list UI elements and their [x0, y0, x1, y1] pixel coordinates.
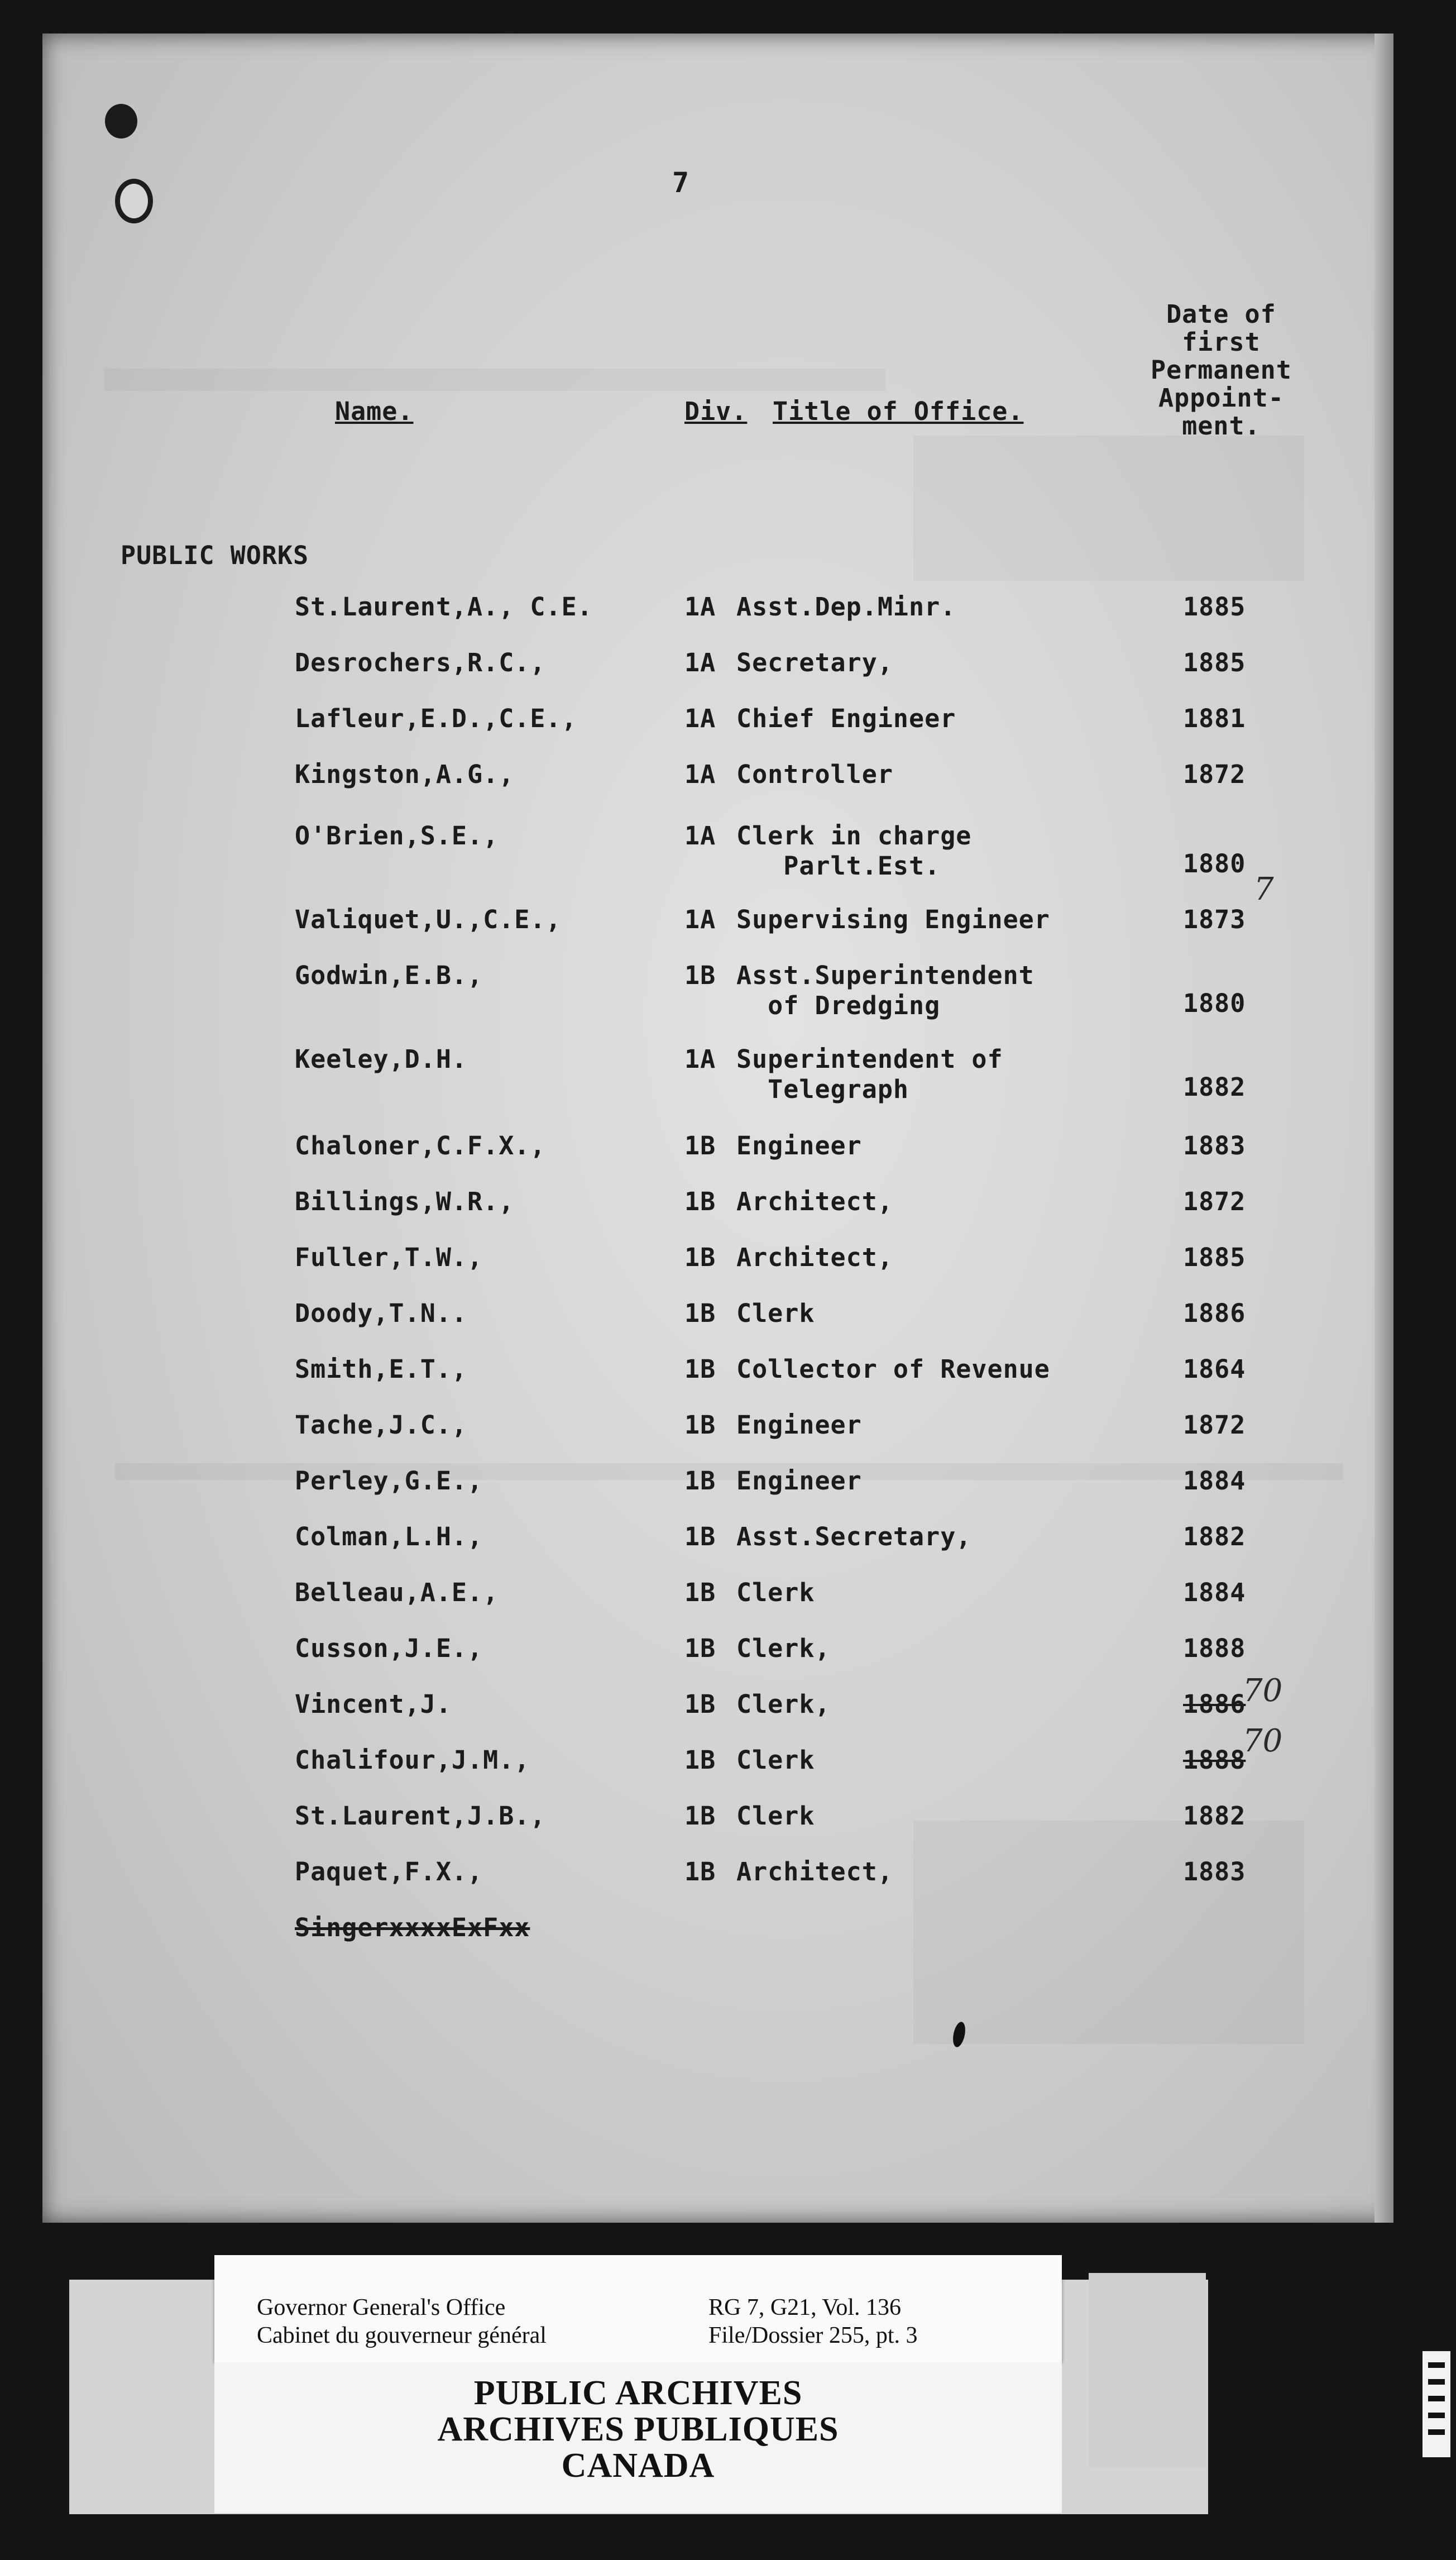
row-name: Keeley,D.H. [295, 1044, 468, 1074]
row-title: Engineer [736, 1131, 862, 1160]
label-reference: RG 7, G21, Vol. 136 [708, 2295, 902, 2320]
row-name: Fuller,T.W., [295, 1243, 483, 1272]
row-div: 1B [684, 1354, 716, 1384]
row-title: Clerk in charge Parlt.Est. [736, 821, 972, 881]
row-title: Clerk [736, 1745, 815, 1775]
row-year: 1886 [1183, 1298, 1246, 1328]
header-title: Title of Office. [773, 397, 1024, 426]
row-name: Valiquet,U.,C.E., [295, 905, 562, 934]
row-title: Chief Engineer [736, 704, 956, 733]
row-name: Desrochers,R.C., [295, 648, 546, 677]
row-div: 1B [684, 1689, 716, 1719]
handwritten-note: 70 [1243, 1673, 1283, 1709]
label-office-en: Governor General's Office [257, 2295, 506, 2320]
bleed-through-block [913, 1821, 1304, 2044]
row-year: 1883 [1183, 1857, 1246, 1886]
row-title: Engineer [736, 1466, 862, 1496]
row-title: Asst.Dep.Minr. [736, 592, 956, 622]
row-div: 1A [684, 592, 716, 622]
section-heading: PUBLIC WORKS [121, 541, 309, 570]
row-year: 1872 [1183, 1187, 1246, 1216]
row-div: 1B [684, 1466, 716, 1496]
page-edge [1374, 34, 1393, 2223]
row-title: Clerk, [736, 1689, 831, 1719]
row-year: 1873 [1183, 905, 1246, 934]
row-year: 1880 [1183, 849, 1246, 878]
handwritten-note: 70 [1243, 1723, 1283, 1759]
row-name: Godwin,E.B., [295, 961, 483, 990]
row-title: Clerk, [736, 1634, 831, 1663]
struck-entry: SingerxxxxExFxx [295, 1913, 530, 1942]
row-name: Paquet,F.X., [295, 1857, 483, 1886]
row-name: Chalifour,J.M., [295, 1745, 530, 1775]
row-year: 1885 [1183, 1243, 1246, 1272]
row-title: Architect, [736, 1857, 893, 1886]
row-div: 1B [684, 1243, 716, 1272]
row-name: Chaloner,C.F.X., [295, 1131, 546, 1160]
row-title: Supervising Engineer [736, 905, 1050, 934]
row-div: 1B [684, 1745, 716, 1775]
page-number: 7 [672, 166, 690, 199]
row-name: St.Laurent,J.B., [295, 1801, 546, 1831]
row-div: 1A [684, 821, 716, 851]
row-title: Collector of Revenue [736, 1354, 1050, 1384]
header-div: Div. [684, 397, 748, 426]
row-name: Vincent,J. [295, 1689, 452, 1719]
handwritten-note: 7 [1254, 871, 1274, 908]
row-title: Engineer [736, 1410, 862, 1440]
row-year: 1872 [1183, 1410, 1246, 1440]
row-name: Perley,G.E., [295, 1466, 483, 1496]
row-div: 1B [684, 1131, 716, 1160]
punch-hole-filled-icon [105, 104, 137, 138]
label-file: File/Dossier 255, pt. 3 [708, 2323, 918, 2348]
row-div: 1B [684, 1801, 716, 1831]
row-div: 1A [684, 760, 716, 789]
row-div: 1B [684, 1857, 716, 1886]
row-name: Belleau,A.E., [295, 1578, 499, 1607]
punch-hole-ring-icon [115, 179, 153, 223]
archive-slip-side [1089, 2273, 1206, 2468]
row-div: 1A [684, 905, 716, 934]
row-div: 1A [684, 648, 716, 677]
row-year: 1882 [1183, 1522, 1246, 1551]
row-title: Secretary, [736, 648, 893, 677]
stamp-line: ARCHIVES PUBLIQUES [437, 2410, 839, 2448]
bleed-through-block [104, 369, 885, 391]
row-title: Asst.Secretary, [736, 1522, 972, 1551]
row-div: 1B [684, 1522, 716, 1551]
row-title: Clerk [736, 1298, 815, 1328]
row-name: Smith,E.T., [295, 1354, 468, 1384]
stamp-line: PUBLIC ARCHIVES [473, 2374, 803, 2412]
row-year: 1884 [1183, 1466, 1246, 1496]
row-year: 1888 [1183, 1634, 1246, 1663]
row-name: Cusson,J.E., [295, 1634, 483, 1663]
row-year: 1883 [1183, 1131, 1246, 1160]
row-year: 1885 [1183, 592, 1246, 622]
color-calibration-mark [1423, 2351, 1450, 2457]
row-year: 1880 [1183, 988, 1246, 1018]
row-title: Architect, [736, 1243, 893, 1272]
header-date: Date of first Permanent Appoint- ment. [1151, 299, 1292, 441]
row-div: 1B [684, 961, 716, 990]
row-title: Clerk [736, 1578, 815, 1607]
row-year: 1885 [1183, 648, 1246, 677]
header-name: Name. [335, 397, 414, 426]
row-year: 1882 [1183, 1072, 1246, 1102]
row-title: Controller [736, 760, 893, 789]
row-name: O'Brien,S.E., [295, 821, 499, 851]
document-page [42, 34, 1393, 2223]
row-year: 1881 [1183, 704, 1246, 733]
row-title: Architect, [736, 1187, 893, 1216]
row-div: 1B [684, 1578, 716, 1607]
row-name: Kingston,A.G., [295, 760, 515, 789]
row-div: 1A [684, 1044, 716, 1074]
bleed-through-block [913, 436, 1304, 581]
row-title: Clerk [736, 1801, 815, 1831]
row-name: Tache,J.C., [295, 1410, 468, 1440]
row-div: 1B [684, 1410, 716, 1440]
row-div: 1A [684, 704, 716, 733]
row-year: 1884 [1183, 1578, 1246, 1607]
row-year: 1886 [1183, 1689, 1246, 1719]
row-title: Asst.Superintendent of Dredging [736, 961, 1034, 1020]
row-name: St.Laurent,A., C.E. [295, 592, 593, 622]
row-div: 1B [684, 1187, 716, 1216]
label-office-fr: Cabinet du gouverneur général [257, 2323, 547, 2348]
row-name: Billings,W.R., [295, 1187, 515, 1216]
row-year: 1864 [1183, 1354, 1246, 1384]
row-name: Doody,T.N.. [295, 1298, 468, 1328]
row-year: 1888 [1183, 1745, 1246, 1775]
row-name: Lafleur,E.D.,C.E., [295, 704, 577, 733]
row-div: 1B [684, 1634, 716, 1663]
row-title: Superintendent of Telegraph [736, 1044, 1003, 1104]
row-div: 1B [684, 1298, 716, 1328]
row-name: Colman,L.H., [295, 1522, 483, 1551]
archive-reference-label [214, 2255, 1062, 2362]
row-year: 1872 [1183, 760, 1246, 789]
stamp-line: CANADA [561, 2447, 715, 2485]
row-year: 1882 [1183, 1801, 1246, 1831]
archives-stamp [214, 2362, 1062, 2513]
